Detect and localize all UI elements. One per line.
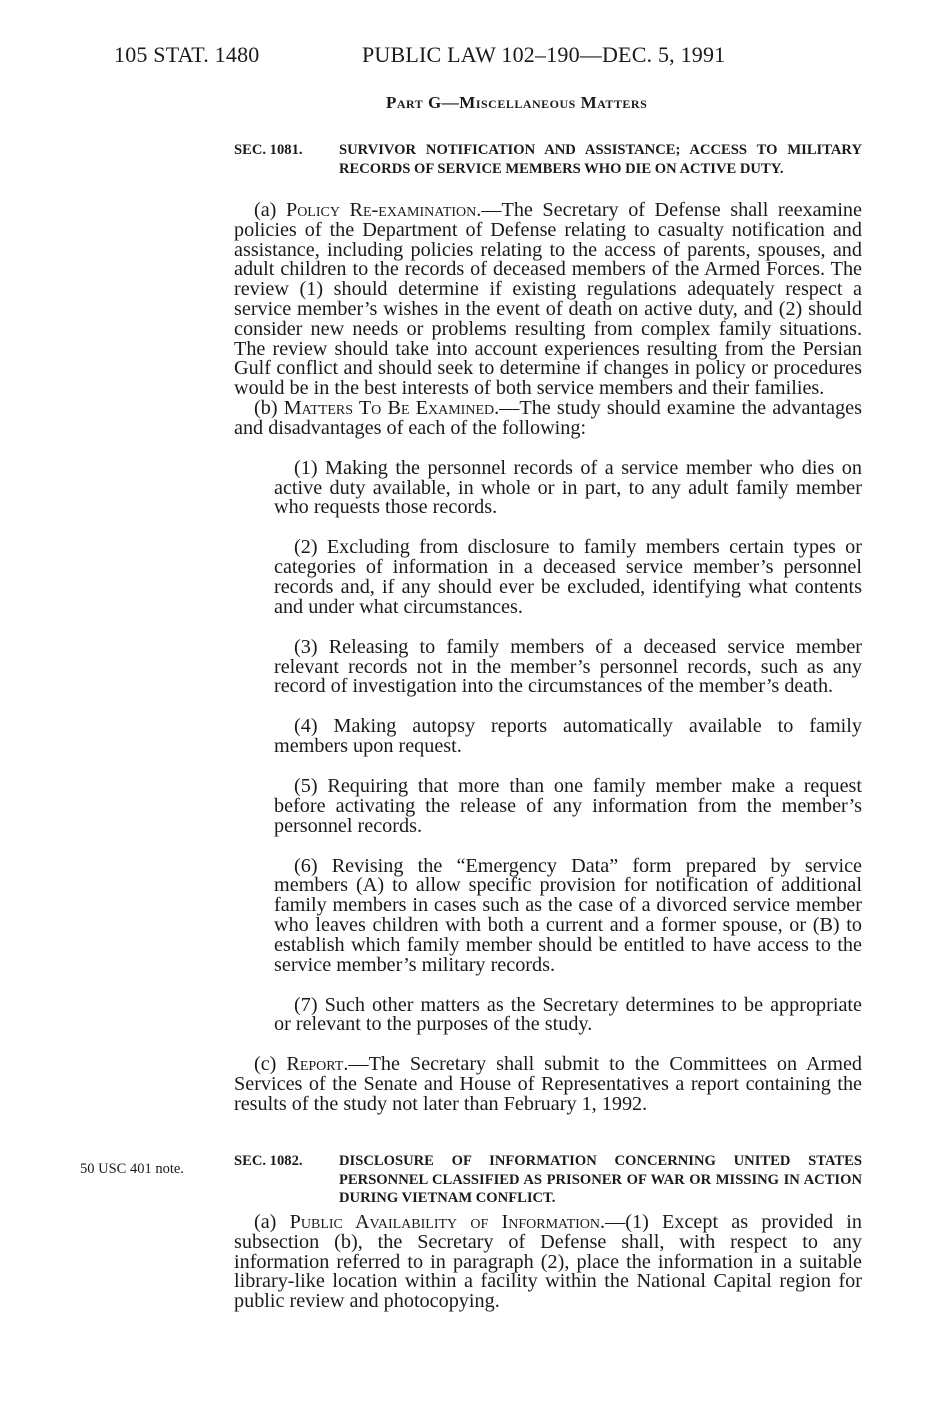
- margin-note: 50 USC 401 note.: [80, 1161, 184, 1177]
- public-law-citation: PUBLIC LAW 102–190—DEC. 5, 1991: [362, 42, 726, 67]
- list-item: (2) Excluding from disclosure to family members certain types or categories of information in a deceased service member’s personnel records and, if any should ever be excluded, identifying what contents and under what circumstances.: [274, 536, 862, 618]
- list-item: (5) Requiring that more than one family member make a request before activating the release of any information from the member’s personnel records.: [274, 775, 862, 837]
- list-item: (4) Making autopsy reports automatically available to family members upon request.: [274, 715, 862, 758]
- subsection-c: (c) Report.—The Secretary shall submit to the Committees on Armed Services of the Senate and House of Representatives a report containing the results of the study not later than February 1, 1992.: [234, 1053, 862, 1115]
- section-number: SEC. 1082.: [234, 1153, 303, 1169]
- list-item: (7) Such other matters as the Secretary determines to be appropriate or relevant to the purposes of the study.: [274, 993, 862, 1036]
- statute-page-number: 105 STAT. 1480: [114, 42, 260, 67]
- section-title: DISCLOSURE OF INFORMATION CONCERNING UNITED STATES PERSONNEL CLASSIFIED AS PRISONER OF WAR OR MISSING IN ACTION DURING VIETNAM CONFLICT.: [339, 1153, 862, 1206]
- part-heading: Part G—Miscellaneous Matters: [386, 93, 648, 112]
- subsection-heading: Public Availability of Information.: [289, 1211, 606, 1233]
- list-item: (1) Making the personnel records of a service member who dies on active duty available, in whole or in part, to any adult family member who requests those records.: [274, 456, 862, 519]
- subsection-heading: Policy Re-examination.: [285, 199, 482, 221]
- section-1081-body: [234, 201, 862, 1115]
- subsection-heading: Matters To Be Examined.: [283, 396, 500, 419]
- section-title: SURVIVOR NOTIFICATION AND ASSISTANCE; ACCESS TO MILITARY RECORDS OF SERVICE MEMBERS WHO DIE ON ACTIVE DUTY.: [339, 142, 862, 177]
- subsection-a: (a) Public Availability of Information.—(1) Except as provided in subsection (b), the Secretary of Defense shall, with respect to any information referred to in paragraph (2), place the information in a suitable library-like location within a facility within the National Capital region for public review and photocopying.: [234, 1211, 863, 1313]
- list-item: (3) Releasing to family members of a deceased service member relevant records not in the member’s personnel records, such as any record of investigation into the circumstances of the member’s death.: [274, 635, 862, 698]
- subsection-a: (a) Policy Re-examination.—The Secretary of Defense shall reexamine policies of the Department of Defense relating to casualty notification and assistance, including policies relating to the access of parents, spouses, and adult children to the records of deceased members of the Armed Forces. The review (1) should determine if existing regulations adequately respect a service member’s wishes in the event of death on active duty, and (2) should consider new needs or problems resulting from complex family situations. The review should take into account experiences resulting from the Persian Gulf conflict and should seek to determine if changes in policy or procedures would be in the best interests of both service members and their families.: [234, 199, 862, 400]
- section-number: SEC. 1081.: [234, 142, 303, 158]
- list-item: (6) Revising the “Emergency Data” form prepared by service members (A) to allow specific provision for notification of additional family members in cases such as the case of a divorced service member who leaves children with both a current and a former spouse, or (B) to establish which family member should be entitled to have access to the service member’s military records.: [274, 854, 862, 976]
- section-1081-heading: [234, 141, 862, 178]
- subsection-b: (b) Matters To Be Examined.—The study should examine the advantages and disadvantages of each of the following:: [234, 396, 862, 439]
- section-1082-body: [234, 1213, 862, 1312]
- section-1082-heading: [234, 1152, 862, 1208]
- subsection-heading: Report.: [286, 1053, 349, 1076]
